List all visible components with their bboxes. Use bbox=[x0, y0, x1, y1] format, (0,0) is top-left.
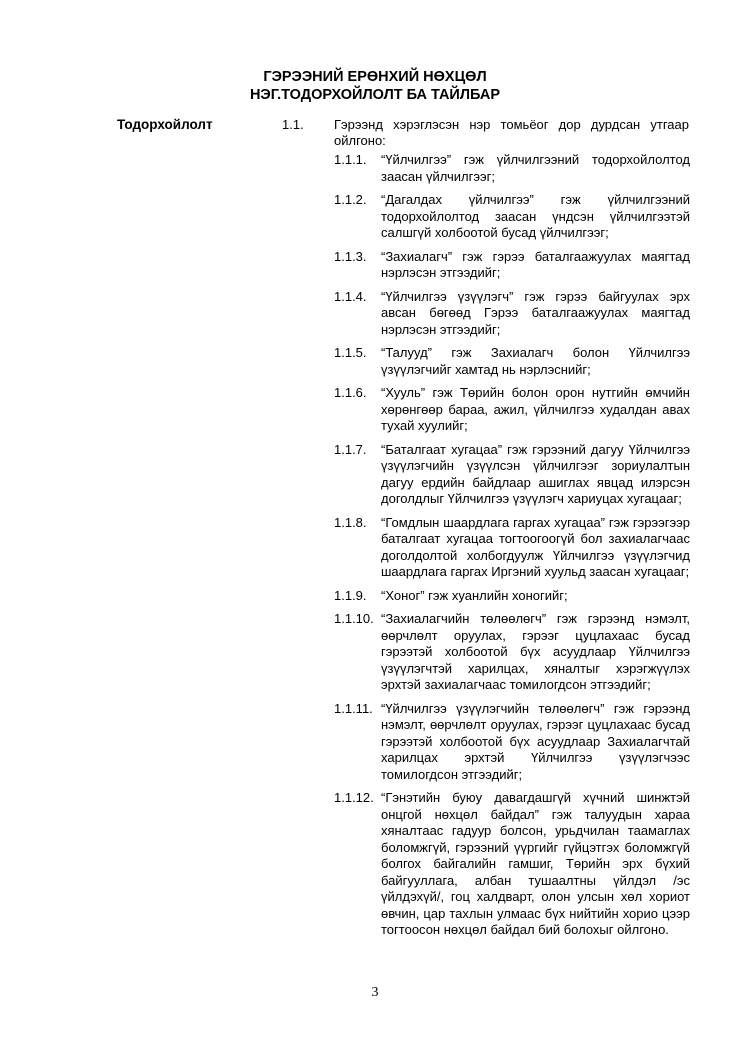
definition-item-number: 1.1.5. bbox=[334, 345, 367, 360]
definition-item-number: 1.1.12. bbox=[334, 790, 374, 805]
page-number: 3 bbox=[371, 985, 379, 1000]
definition-item-text: “Хууль” гэж Төрийн болон орон нутгийн өмчийн хөрөнгөөр бараа, ажил, үйлчилгээ худалдан авах тухай хуулийг; bbox=[381, 385, 690, 433]
definition-item bbox=[334, 192, 690, 242]
definition-list bbox=[334, 152, 690, 946]
definition-item-text: “Гомдлын шаардлага гаргах хугацаа” гэж гэрээгээр баталгаат хугацаа тогтоогоогүй бол захиалагчаас доголдолтой холбогдуулж Үйлчилгээ үзүүлэгчид шаардлага гаргах Иргэний хуульд заасан хугацааг; bbox=[381, 514, 690, 579]
definition-item-text: “Үйлчилгээ үзүүлэгч” гэж гэрээ байгуулах эрх авсан бөгөөд Гэрээ баталгаажуулах маягтад нэрлэсэн этгээдийг; bbox=[381, 288, 690, 337]
definition-item-text: “Хоног” гэж хуанлийн хоногийг; bbox=[381, 587, 568, 603]
definition-item-number: 1.1.10. bbox=[334, 611, 374, 626]
definition-item bbox=[334, 790, 690, 939]
definition-item-text: “Баталгаат хугацаа” гэж гэрээний дагуу Үйлчилгээ үзүүлэгчийн үзүүлсэн үйлчилгээг зориулалтын дагуу ердийн байдлаар ашиглах явцад илэрсэн доголдлыг Үйлчилгээ үзүүлэгч хариуцах хугацааг; bbox=[381, 441, 690, 506]
section-intro-text: Гэрээнд хэрэглэсэн нэр томьёог дор дурдсан утгаар ойлгоно: bbox=[334, 117, 689, 148]
definition-item bbox=[334, 701, 690, 784]
definition-item bbox=[334, 611, 690, 694]
definition-item-number: 1.1.7. bbox=[334, 441, 367, 457]
definition-item bbox=[334, 385, 690, 435]
definition-item-number: 1.1.1. bbox=[334, 152, 367, 167]
definition-item-text: “Дагалдах үйлчилгээ” гэж үйлчилгээний тодорхойлолтод заасан үндсэн үйлчилгээтэй салшгүй холбоотой бусад үйлчилгээг; bbox=[381, 192, 690, 240]
definition-item-number: 1.1.8. bbox=[334, 514, 367, 530]
section-number: 1.1. bbox=[282, 117, 304, 132]
definition-item bbox=[334, 152, 690, 185]
document-title: ГЭРЭЭНИЙ ЕРӨНХИЙ НӨХЦӨЛ bbox=[263, 69, 487, 85]
definition-item-text: “Үйлчилгээ” гэж үйлчилгээний тодорхойлолтод заасан үйлчилгээг; bbox=[381, 152, 690, 184]
definition-item bbox=[334, 345, 690, 378]
definition-item-text: “Захиалагч” гэж гэрээ баталгаажуулах маягтад нэрлэсэн этгээдийг; bbox=[381, 248, 690, 280]
section-label: Тодорхойлолт bbox=[117, 117, 213, 132]
definition-item-number: 1.1.6. bbox=[334, 385, 367, 400]
definition-item-number: 1.1.11. bbox=[334, 700, 373, 716]
definition-item-number: 1.1.2. bbox=[334, 192, 367, 207]
definition-item bbox=[334, 289, 690, 339]
definition-item-text: “Талууд” гэж Захиалагч болон Үйлчилгээ үзүүлэгчийг хамтад нь нэрлэснийг; bbox=[381, 345, 690, 377]
definition-item-number: 1.1.4. bbox=[334, 288, 367, 304]
definition-item bbox=[334, 588, 690, 605]
document-subtitle: НЭГ.ТОДОРХОЙЛОЛТ БА ТАЙЛБАР bbox=[249, 87, 501, 103]
definition-item-text: “Үйлчилгээ үзүүлэгчийн төлөөлөгч” гэж гэрээнд нэмэлт, өөрчлөлт оруулах, гэрээг цуцлахаас бусад гэрээтэй холбоотой бүх асуудлаар Захиалагчтай харилцах эрхтэй Үйлчилгээ үзүүлэгчээс томилогдсон этгээдийг; bbox=[381, 700, 690, 782]
definition-item bbox=[334, 249, 690, 282]
definition-item-text: “Захиалагчийн төлөөлөгч” гэж гэрээнд нэмэлт, өөрчлөлт оруулах, гэрээг цуцлахаас бусад гэрээтэй холбоотой бүх асуудлаар Үйлчилгээ үзүүлэгчтэй харилцах, хяналтыг хэрэгжүүлэх эрхтэй захиалагчаас томилогдсон этгээдийг; bbox=[381, 611, 690, 692]
definition-item bbox=[334, 442, 690, 508]
definition-item-number: 1.1.3. bbox=[334, 248, 367, 264]
definition-item-number: 1.1.9. bbox=[334, 587, 367, 603]
definition-item bbox=[334, 515, 690, 581]
definition-item-text: “Гэнэтийн буюу давагдашгүй хүчний шинжтэй онцгой нөхцөл байдал” гэж талуудын хараа хяналтаас гадуур болсон, урьдчилан таамаглах боломжгүй, гэрээний үүргийг гүйцэтгэх боломжгүй болгох байгалийн гамшиг, Төрийн эрх бүхий байгууллага, албан тушаалтны үйлдэл /эс үйлдэхүй/, гоц халдварт, олон улсын хөл хориот өвчин, цар тахлын улмаас бүх нийтийн хорио цээр тогтоосон нөхцөл байдал бий болохыг ойлгоно. bbox=[381, 790, 690, 937]
